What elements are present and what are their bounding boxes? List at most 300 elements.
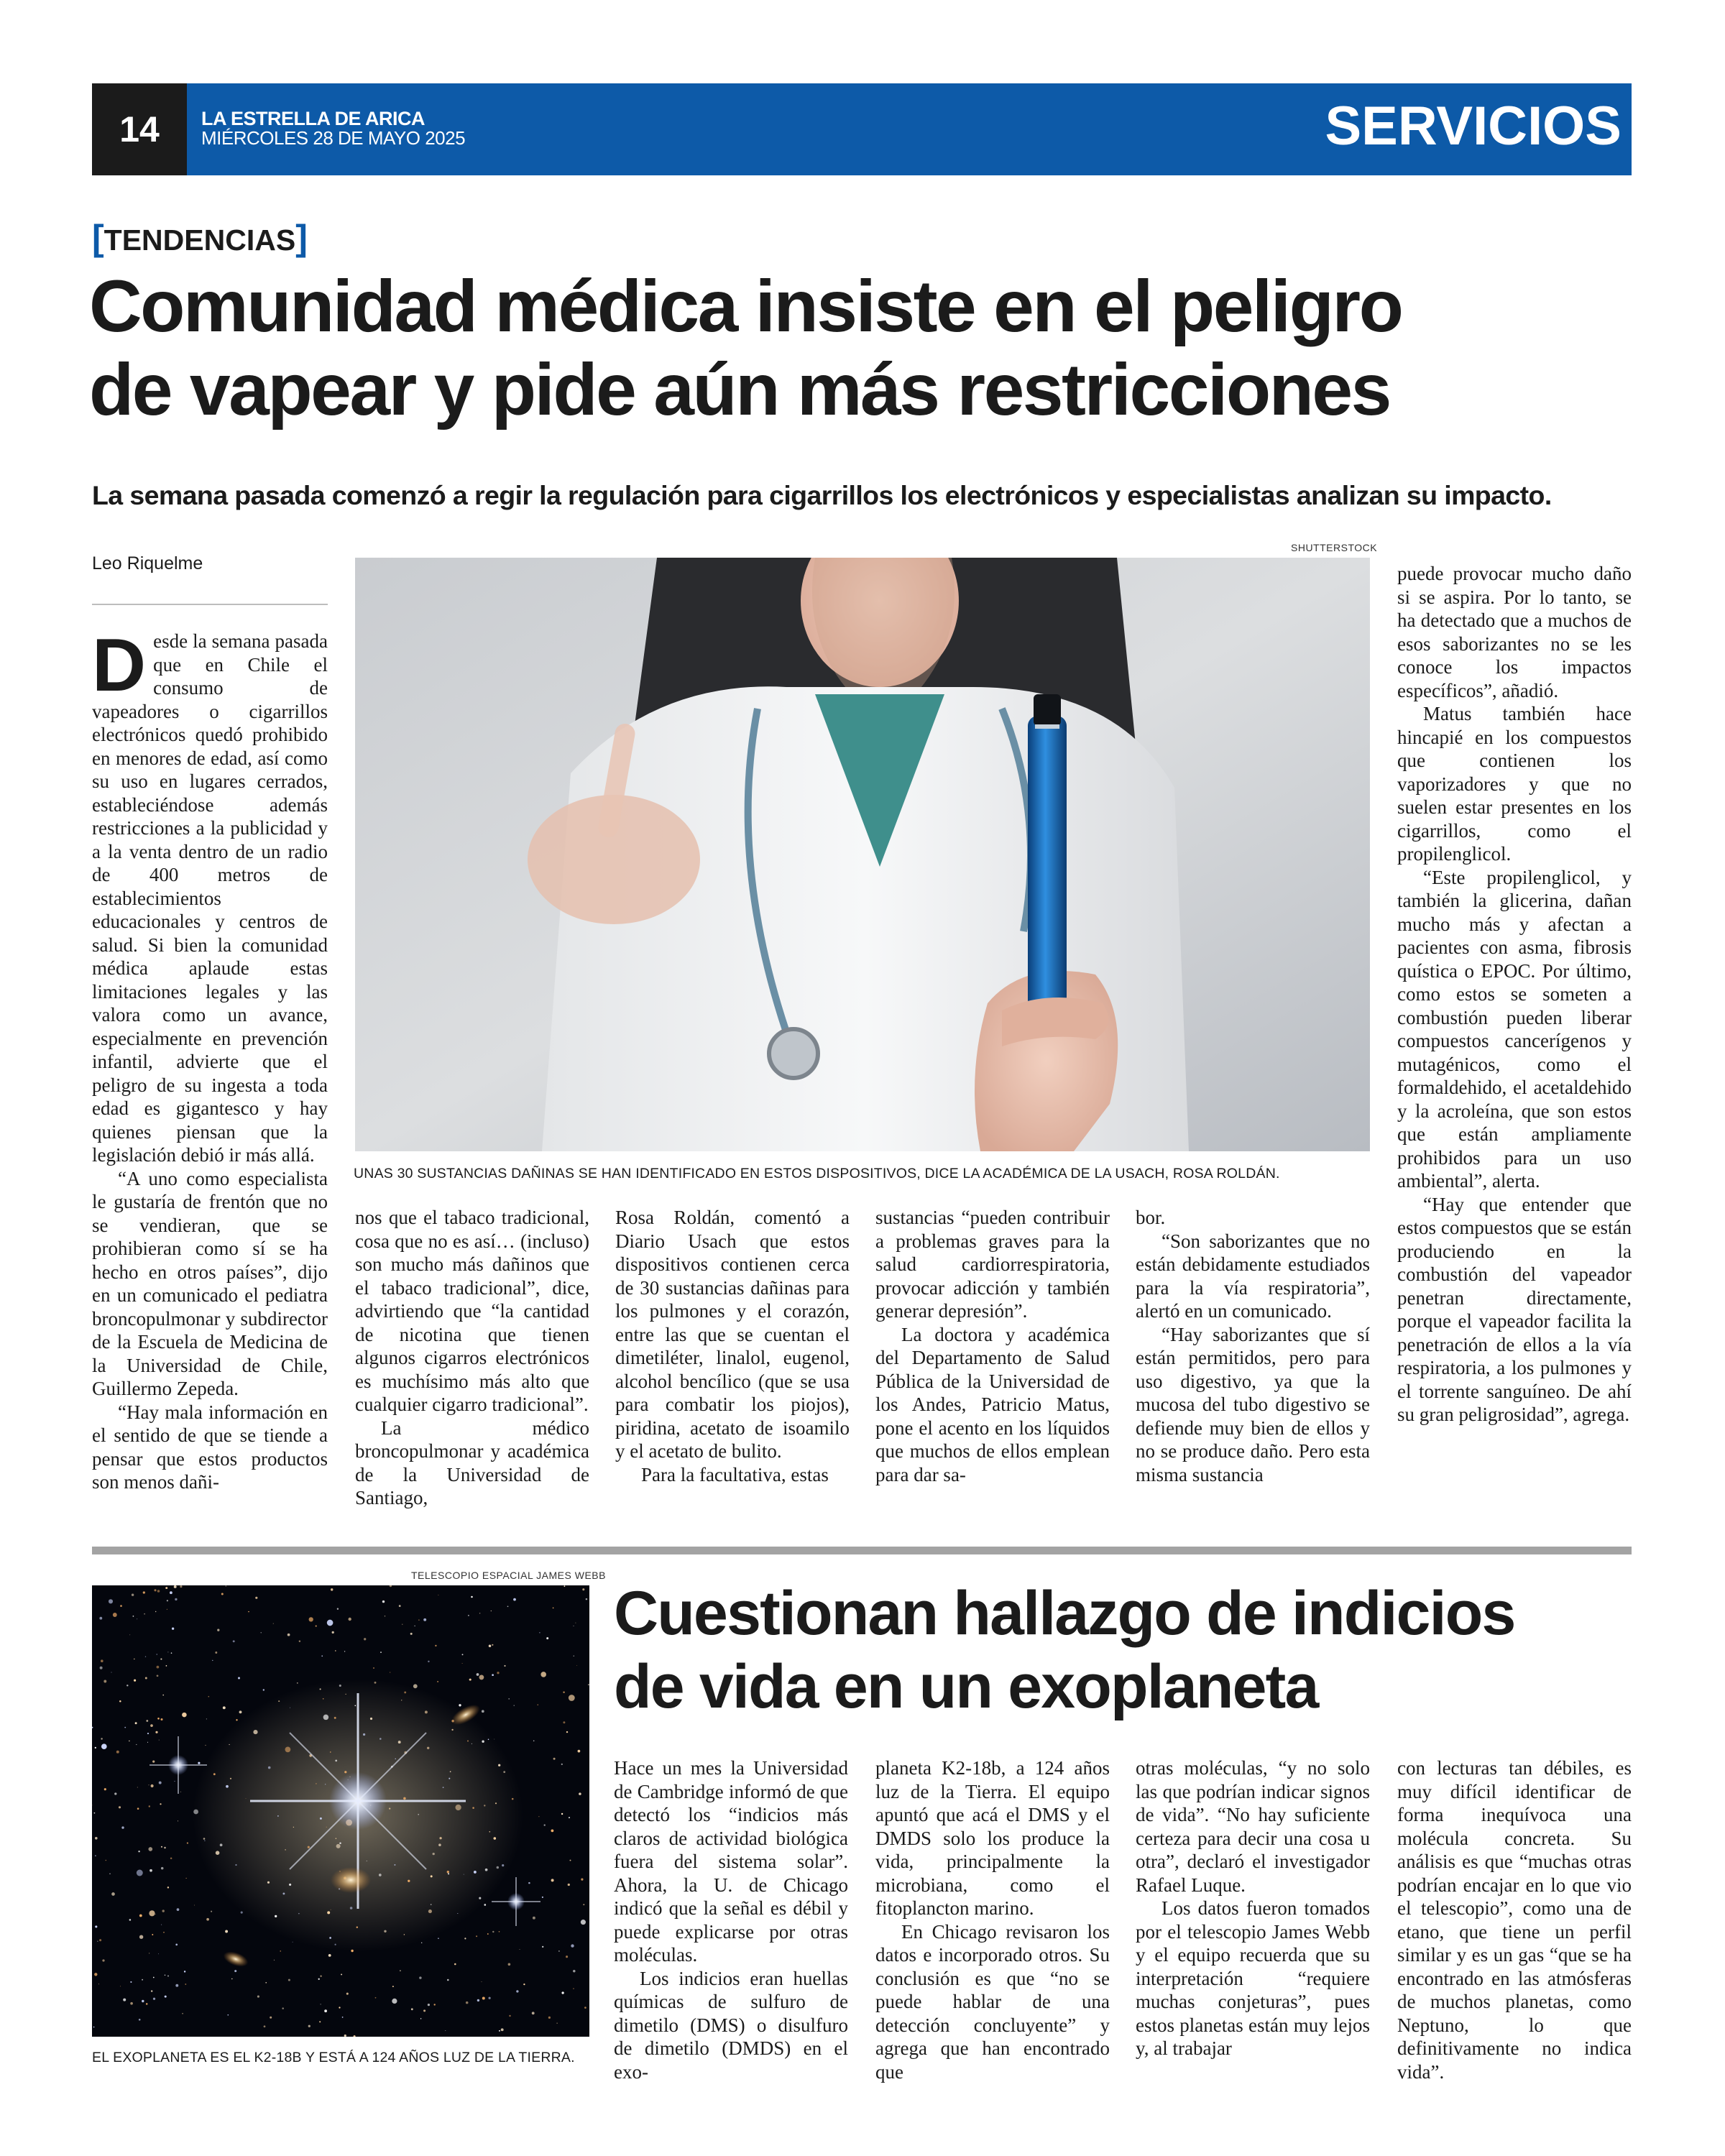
star-dot: [497, 1866, 500, 1869]
star-dot: [324, 2009, 327, 2012]
star-dot: [336, 1844, 341, 1848]
star-dot: [418, 1619, 420, 1621]
star-dot: [512, 1798, 514, 1800]
star-dot: [571, 1944, 574, 1947]
star-dot: [148, 1847, 152, 1851]
paragraph: “Hay que entender que estos compuestos que se están produciendo en la combustión del vapeador penetran directamente, porque el vapeador facilita la penetración de ellos a la vía respiratoria, a los pulmones y el torrente sanguíneo. De ahí su gran peligrosidad”, agrega.: [1397, 1193, 1632, 1425]
star-dot: [404, 1691, 406, 1693]
star-dot: [335, 1760, 337, 1762]
star-dot: [379, 1874, 382, 1876]
headline-line-2: de vapear y pide aún más restricciones: [89, 349, 1390, 430]
article1-column-6: [1397, 562, 1632, 1427]
star-dot: [437, 1681, 438, 1682]
star-dot: [152, 1934, 153, 1935]
star-dot: [248, 1611, 249, 1612]
publication-block: [201, 109, 465, 148]
star-dot: [116, 1751, 119, 1754]
star-dot: [533, 1741, 535, 1742]
star-dot: [451, 1729, 453, 1731]
star-dot: [161, 1867, 164, 1870]
publication-date: MIÉRCOLES 28 DE MAYO 2025: [201, 127, 466, 149]
star-dot: [438, 1843, 441, 1846]
drop-cap: D: [92, 624, 147, 707]
star-dot: [476, 1935, 477, 1937]
star-dot: [235, 1864, 236, 1866]
star-dot: [175, 1944, 178, 1946]
section-title: SERVICIOS: [1325, 96, 1622, 157]
headline-line-1: Comunidad médica insiste en el peligro: [89, 265, 1402, 347]
paragraph: Matus también hace hincapié en los compuestos que contienen los vaporizadores y que no suelen estar presentes en los cigarrillos, como el propilenglicol.: [1397, 703, 1632, 865]
star-dot: [533, 1917, 535, 1920]
star-dot: [136, 1744, 137, 1745]
star-dot: [104, 1680, 106, 1683]
star-dot: [581, 1920, 586, 1925]
article1-column-1: [92, 624, 328, 1494]
star-dot: [99, 1617, 102, 1620]
star-dot: [182, 2013, 183, 2014]
star-dot: [143, 1591, 145, 1593]
star-dot: [344, 1771, 346, 1773]
star-dot: [151, 1784, 154, 1787]
star-dot: [273, 1623, 274, 1624]
star-dot: [428, 2004, 430, 2006]
star-dot: [298, 1913, 300, 1915]
star-dot: [479, 1613, 481, 1614]
star-dot: [124, 1727, 126, 1728]
star-dot: [270, 2017, 272, 2019]
star-dot: [146, 2003, 148, 2005]
star-dot: [208, 1696, 209, 1697]
star-dot: [265, 1982, 267, 1984]
star-dot: [569, 1817, 570, 1818]
lead-paragraph-text: esde la semana pasada que en Chile el consumo de vapeadores o cigarrillos electrónicos quedó prohibido en menores de edad, así como su uso en lugares cerrados, estableciéndose además restricciones a la publicidad y a la venta dentro de un radio de 400 metros de establecimientos educacionales y centros de salud. Si bien la comunidad médica aplaude estas limitaciones legales y las valora como un avance, especialmente en prevención infantil, advierte que el peligro de su ingesta a toda edad es gigantesco y hay quienes piensan que la legislación debió ir más allá.: [92, 630, 328, 1166]
star-dot: [111, 1892, 115, 1896]
star-dot: [330, 1751, 331, 1752]
star-dot: [427, 1747, 429, 1749]
star-dot: [384, 1930, 386, 1932]
star-dot: [561, 1991, 564, 1994]
star-dot: [586, 1598, 588, 1600]
star-dot: [203, 1838, 206, 1840]
star-dot: [423, 2009, 426, 2012]
byline: Leo Riquelme: [92, 553, 203, 573]
star-dot: [174, 1781, 175, 1782]
star-dot: [111, 1672, 112, 1673]
star-dot: [277, 1815, 279, 1817]
star-dot: [135, 1722, 137, 1724]
star-dot: [400, 1970, 401, 1971]
star-dot: [123, 1999, 126, 2001]
star-dot: [573, 1988, 574, 1989]
star-dot: [101, 1743, 107, 1749]
star-dot: [95, 1855, 96, 1856]
star-dot: [420, 2018, 421, 2019]
star-dot: [157, 1674, 159, 1677]
star-dot: [516, 1990, 518, 1992]
star-dot: [339, 1685, 341, 1687]
article2-column-3: [1136, 1756, 1370, 2060]
star-dot: [566, 1955, 568, 1958]
star-dot: [380, 1738, 382, 1740]
star-dot: [532, 2012, 535, 2014]
star-dot: [404, 1934, 405, 1935]
star-dot: [438, 1938, 439, 1939]
article1-column-3: [615, 1206, 850, 1486]
star-dot: [185, 1984, 186, 1985]
star-dot: [564, 1585, 566, 1587]
star-dot: [492, 1644, 493, 1646]
star-dot: [467, 1740, 469, 1741]
star-dot: [95, 1925, 97, 1927]
star-dot: [428, 1661, 429, 1662]
star-dot: [556, 2022, 557, 2023]
star-dot: [507, 1606, 509, 1607]
photo-credit: SHUTTERSTOCK: [1291, 542, 1378, 553]
star-dot: [165, 1996, 167, 1998]
lead-paragraph: [92, 624, 328, 1167]
star-dot: [553, 1608, 554, 1609]
star-dot: [198, 1762, 200, 1764]
star-dot: [109, 1874, 111, 1875]
star-dot: [382, 1600, 385, 1603]
star-dot: [227, 2014, 229, 2016]
star-dot: [299, 1640, 300, 1641]
star-dot: [528, 1882, 530, 1884]
section-divider: [92, 1547, 1632, 1554]
star-dot: [205, 1745, 206, 1746]
star-dot: [345, 1694, 346, 1695]
star-dot: [182, 1713, 187, 1718]
star-dot: [316, 1626, 317, 1627]
star-dot: [257, 1996, 259, 1998]
star-dot: [268, 1766, 271, 1769]
star-dot: [410, 1633, 413, 1635]
star-dot: [561, 1813, 563, 1815]
star-dot: [119, 1700, 121, 1703]
star-dot: [236, 1719, 237, 1720]
star-dot: [403, 1797, 406, 1800]
star-dot: [563, 1721, 565, 1723]
star-dot: [566, 1731, 568, 1733]
deep-field-illustration: [92, 1585, 589, 2037]
star-dot: [308, 1846, 310, 1848]
star-dot: [327, 1911, 330, 1914]
star-dot: [364, 1638, 366, 1640]
vape-photo-illustration: [355, 558, 1370, 1151]
star-dot: [471, 1596, 473, 1598]
star-dot: [561, 1764, 563, 1765]
star-dot: [435, 1645, 436, 1646]
star-dot: [149, 1910, 155, 1916]
star-dot: [95, 1747, 96, 1749]
star-dot: [167, 1886, 169, 1888]
star-dot: [139, 2019, 141, 2021]
star-dot: [523, 1984, 525, 1985]
star-dot: [137, 1807, 139, 1810]
star-dot: [147, 1733, 149, 1734]
star-dot: [331, 1588, 333, 1590]
star-dot: [152, 1761, 155, 1763]
star-dot: [297, 1682, 298, 1684]
star-dot: [539, 1632, 540, 1634]
star-dot: [147, 1742, 148, 1743]
star-dot: [499, 2030, 500, 2032]
star-dot: [558, 1950, 560, 1952]
star-dot: [285, 1747, 291, 1753]
star-dot: [375, 1997, 377, 1999]
star-dot: [320, 1818, 322, 1820]
star-dot: [425, 1710, 428, 1713]
star-dot: [538, 1816, 539, 1817]
star-dot: [363, 1733, 365, 1736]
star-dot: [433, 2004, 435, 2005]
star-dot: [342, 2017, 344, 2018]
star-dot: [150, 1869, 152, 1872]
star-dot: [230, 1778, 231, 1779]
paragraph: Los indicios eran huellas químicas de sulfuro de dimetilo (DMS) o disulfuro de dimetilo (DMDS) en el exo-: [614, 1967, 848, 2083]
star-dot: [134, 1659, 135, 1660]
paragraph: “A uno como especialista le gustaría de frentón que no se vendieran, que se prohibieran como sí se ha hecho en otros países”, dijo en un comunicado el pediatra broncopulmonar y subdirector de la Escuela de Medicina de la Universidad de Chile, Guillermo Zepeda.: [92, 1167, 328, 1399]
headline2-line-2: de vida en un exoplaneta: [614, 1652, 1318, 1721]
star-dot: [582, 1588, 584, 1590]
star-dot: [160, 1803, 161, 1805]
star-dot: [126, 1685, 128, 1686]
star-dot: [231, 1978, 232, 1979]
star-dot: [154, 1589, 156, 1591]
star-dot: [423, 1618, 426, 1621]
star-dot: [94, 1812, 96, 1814]
star-dot: [167, 1651, 168, 1652]
star-dot: [457, 1913, 458, 1914]
star-dot: [482, 1710, 484, 1713]
star-dot: [160, 1659, 162, 1660]
star-dot: [389, 1808, 390, 1810]
star-dot: [263, 1689, 264, 1690]
star-dot: [150, 1724, 153, 1727]
star-dot: [351, 1950, 353, 1952]
star-dot: [479, 1897, 481, 1899]
star-dot: [447, 1871, 449, 1873]
star-dot: [484, 1904, 486, 1906]
star-dot: [184, 1971, 185, 1972]
star-dot: [225, 1930, 228, 1933]
star-dot: [194, 1905, 195, 1906]
star-dot: [238, 1677, 240, 1680]
star-dot: [101, 1738, 102, 1739]
star-dot: [488, 1739, 489, 1741]
star-dot: [493, 1837, 496, 1840]
star-dot: [459, 1704, 461, 1706]
star-dot: [246, 1798, 247, 1799]
star-dot: [139, 1935, 143, 1938]
star-dot: [320, 1688, 321, 1690]
paragraph: sustancias “pueden contribuir a problemas graves para la salud cardiorrespiratoria, provocar adicción y también generar depresión”.: [875, 1207, 1110, 1322]
star-dot: [114, 1792, 116, 1795]
kicker-bracket-left: [: [92, 218, 104, 258]
star-dot: [278, 1700, 280, 1702]
star-dot: [433, 1853, 435, 1855]
star-dot: [431, 1904, 432, 1905]
star-dot: [165, 1587, 167, 1589]
star-dot: [162, 1695, 164, 1696]
star-dot: [551, 1879, 554, 1881]
paragraph: Los datos fueron tomados por el telescopio James Webb y el equipo recuerda que su interpretación “requiere muchas conjeturas”, pues estos planetas están muy lejos y, al trabajar: [1136, 1897, 1370, 2059]
paragraph: En Chicago revisaron los datos e incorporado otros. Su conclusión es que “no se puede hablar de una detección concluyente” y agrega que han encontrado que: [875, 1920, 1110, 2083]
star-dot: [570, 1860, 571, 1861]
star-dot: [241, 1912, 243, 1914]
star-dot: [553, 1758, 556, 1760]
star-dot: [213, 1773, 216, 1775]
star-dot: [419, 1976, 421, 1978]
article-headline: [89, 264, 1642, 431]
star-dot: [101, 1659, 104, 1662]
star-dot: [233, 1640, 235, 1642]
star-dot: [489, 1645, 492, 1648]
star-dot: [477, 1673, 479, 1676]
page-number: 14: [92, 83, 187, 175]
article-photo-vape: [355, 558, 1370, 1151]
star-dot: [142, 2000, 144, 2002]
star-dot: [498, 1764, 500, 1766]
star-dot: [139, 1915, 142, 1917]
star-dot: [165, 1975, 166, 1976]
star-dot: [568, 1884, 570, 1886]
star-dot: [162, 1909, 165, 1912]
star-dot: [166, 1665, 167, 1667]
star-dot: [129, 1919, 132, 1921]
article1-column-2: [355, 1206, 589, 1510]
star-dot: [93, 2027, 95, 2028]
star-dot: [186, 1878, 187, 1879]
star-dot: [157, 1718, 160, 1720]
star-dot: [327, 1620, 334, 1626]
star-dot: [477, 1999, 479, 2001]
star-dot: [569, 1695, 575, 1701]
star-dot: [216, 1851, 220, 1855]
star-dot: [485, 1869, 488, 1871]
star-dot: [280, 1950, 281, 1952]
star-dot: [482, 1741, 484, 1743]
star-dot: [171, 1652, 172, 1654]
page-header-bar: [92, 83, 1632, 175]
star-dot: [175, 1984, 178, 1987]
star-dot: [335, 1650, 336, 1651]
star-dot: [392, 1986, 394, 1987]
star-dot: [109, 1599, 113, 1603]
star-dot: [489, 1997, 491, 1999]
star-dot: [159, 1782, 162, 1784]
paragraph: Para la facultativa, estas: [641, 1463, 829, 1485]
star-dot: [97, 1941, 98, 1942]
star-dot: [542, 1897, 543, 1898]
star-dot: [264, 2025, 266, 2027]
star-dot: [226, 1785, 229, 1788]
star-dot: [583, 1904, 584, 1905]
star-dot: [508, 1698, 510, 1700]
star-dot: [334, 1944, 336, 1945]
paragraph: otras moléculas, “y no solo las que podrían indicar signos de vida”. “No hay suficiente certeza para decir una cosa u otra”, declaró el investigador Rafael Luque.: [1136, 1757, 1370, 1896]
star-dot: [487, 1933, 489, 1935]
star-dot: [130, 1981, 132, 1983]
star-dot: [573, 1970, 575, 1972]
star-dot: [105, 1860, 106, 1861]
star-dot: [492, 1931, 494, 1932]
star-dot: [95, 1837, 98, 1840]
star-dot: [138, 1851, 139, 1852]
paragraph: nos que el tabaco tradicional, cosa que no es así… (incluso) son mucho más dañinos que el tabaco tradicional”, dice, advirtiendo que “la cantidad de nicotina que tienen algunos cigarros electrónicos es muchísimo más alto que cualquier cigarro tradicional”.: [355, 1207, 589, 1415]
star-dot: [428, 1909, 432, 1913]
star-dot: [578, 1750, 581, 1753]
star-dot: [134, 1680, 136, 1682]
star-dot: [158, 1953, 159, 1954]
article2-column-2: [875, 1756, 1110, 2083]
star-dot: [584, 2007, 586, 2009]
star-dot: [274, 1960, 275, 1961]
star-dot: [206, 1718, 207, 1719]
star-dot: [466, 2001, 469, 2004]
paragraph: “Este propilenglicol, y también la glicerina, dañan mucho más y afectan a pacientes con asma, fibrosis quística o EPOC. Por último, como estos se someten a combustión pueden liberar compuestos cancerígenos y mutagénicos, como el formaldehido, el acetaldehido y la acroleína, que son estos que están ampliamente prohibidos para un uso ambiental”, alerta.: [1397, 866, 1632, 1192]
star-dot: [341, 1973, 342, 1975]
star-dot: [146, 1720, 148, 1722]
paragraph: planeta K2-18b, a 124 años luz de la Tierra. El equipo apuntó que acá el DMS y el DMDS solo los produce la vida, principalmente la microbiana, como el fitoplancton marino.: [875, 1757, 1110, 1919]
star-dot: [337, 1608, 339, 1610]
star-dot: [253, 1730, 257, 1734]
star-dot: [316, 1783, 317, 1784]
star-dot: [137, 1870, 143, 1876]
star-dot: [167, 1600, 168, 1601]
star-dot: [164, 1847, 166, 1849]
star-dot: [161, 1846, 162, 1848]
kicker-bracket-right: ]: [295, 218, 308, 258]
star-dot: [285, 1849, 286, 1851]
star-dot: [215, 1651, 217, 1654]
star-dot: [328, 1954, 331, 1957]
star-dot: [121, 1826, 124, 1828]
star-dot: [193, 1810, 198, 1815]
star-dot: [120, 1605, 122, 1607]
star-dot: [581, 1879, 583, 1881]
star-dot: [129, 1741, 130, 1742]
star-dot: [323, 1715, 329, 1720]
star-dot: [540, 1672, 546, 1677]
star-dot: [104, 1788, 106, 1790]
star-dot: [309, 1617, 313, 1621]
star-dot: [503, 1771, 505, 1773]
star-dot: [468, 1615, 469, 1616]
star-dot: [497, 1672, 499, 1674]
star-dot: [492, 1674, 494, 1676]
star-dot: [177, 1908, 180, 1911]
paragraph: “Hay saborizantes que sí están permitidos, pero para uso digestivo, ya que la mucosa del tubo digestivo se defiende muy bien de ellos y no se produce daño. Pero esta misma sustancia: [1136, 1323, 1370, 1485]
star-dot: [155, 1611, 156, 1612]
star-dot: [504, 1665, 505, 1667]
star-dot: [267, 1881, 270, 1884]
star-dot: [579, 1792, 581, 1795]
star-dot: [221, 1593, 224, 1595]
star-dot: [172, 1628, 174, 1630]
star-dot: [489, 1831, 491, 1833]
star-dot: [479, 1674, 484, 1680]
star-dot: [275, 1915, 277, 1917]
star-dot: [431, 1875, 433, 1877]
article-photo-deep-field: [92, 1585, 589, 2037]
star-dot: [551, 1830, 554, 1833]
star-dot: [346, 1993, 349, 1995]
star-dot: [350, 1907, 353, 1909]
headline2-line-1: Cuestionan hallazgo de indicios: [614, 1579, 1515, 1648]
star-dot: [332, 1631, 334, 1634]
star-dot: [501, 2028, 504, 2031]
